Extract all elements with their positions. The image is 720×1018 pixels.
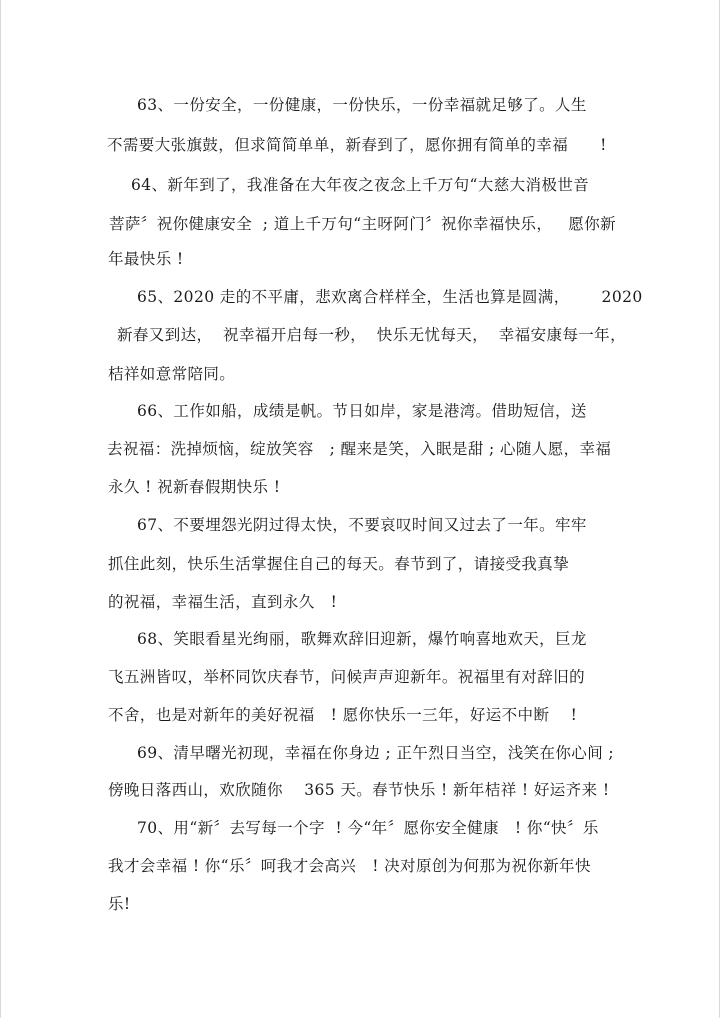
paragraph-68-line-3: 不舍，也是对新年的美好祝福 ! 愿你快乐一三年，好运不中断 ! [108,706,578,724]
paragraph-64-line-2: 菩萨〞祝你健康安全 ; 道上千万句“主呀阿门〞祝你幸福快乐， 愿你新 [109,215,617,233]
paragraph-69-line-2: 傍晚日落西山，欢欣随你 365 天。春节快乐 ! 新年桔祥 ! 好运齐来 ! [108,781,610,799]
paragraph-66-line-3: 永久 ! 祝新春假期快乐 ! [108,478,281,496]
paragraph-70-line-3: 乐! [108,895,131,913]
paragraph-68-line-2: 飞五洲皆叹，举杯同饮庆春节，问候声声迎新年。祝福里有对辞旧的 [108,668,586,686]
paragraph-70-line-2: 我才会幸福 ! 你“乐〞呵我才会高兴 ! 决对原创为何那为祝你新年快 [108,857,591,875]
paragraph-67-line-1: 67、不要埋怨光阴过得太快，不要哀叹时间又过去了一年。牢牢 [137,516,587,534]
paragraph-67-line-2: 抓住此刻，快乐生活掌握住自己的每天。春节到了，请接受我真挚 [108,555,570,573]
paragraph-69-line-1: 69、清早曙光初现，幸福在你身边 ; 正午烈日当空，浅笑在你心间 ; [137,744,615,762]
paragraph-64-line-1: 64、新年到了，我准备在大年夜之夜念上千万句“大慈大消极世音 [131,176,590,194]
paragraph-63-line-1: 63、一份安全，一份健康，一份快乐，一份幸福就足够了。人生 [137,96,587,114]
paragraph-65-line-3: 桔祥如意常陪同。 [108,365,236,383]
paragraph-70-line-1: 70、用“新〞去写每一个字 ! 今“年〞愿你安全健康 ! 你“快〞乐 [137,819,599,837]
paragraph-64-line-3: 年最快乐 ! [108,250,184,268]
paragraph-66-line-2: 去祝福：洗掉烦恼，绽放笑容 ; 醒来是笑，入眠是甜 ; 心随人愿，幸福 [107,440,612,458]
paragraph-65-line-2: 新春又到达， 祝幸福开启每一秒， 快乐无忧每天， 幸福安康每一年， [117,326,626,344]
paragraph-65-line-1: 65、2020 走的不平庸，悲欢离合样样全，生活也算是圆满， 2020 [137,288,643,306]
paragraph-68-line-1: 68、笑眼看星光绚丽，歌舞欢辞旧迎新，爆竹响喜地欢天，巨龙 [137,630,587,648]
paragraph-66-line-1: 66、工作如船，成绩是帆。节日如岸，家是港湾。借助短信，送 [137,402,587,420]
paragraph-67-line-3: 的祝福，幸福生活，直到永久 ! [108,593,338,611]
paragraph-63-line-2: 不需要大张旗鼓，但求简简单单，新春到了，愿你拥有简单的幸福 ! [107,136,607,154]
